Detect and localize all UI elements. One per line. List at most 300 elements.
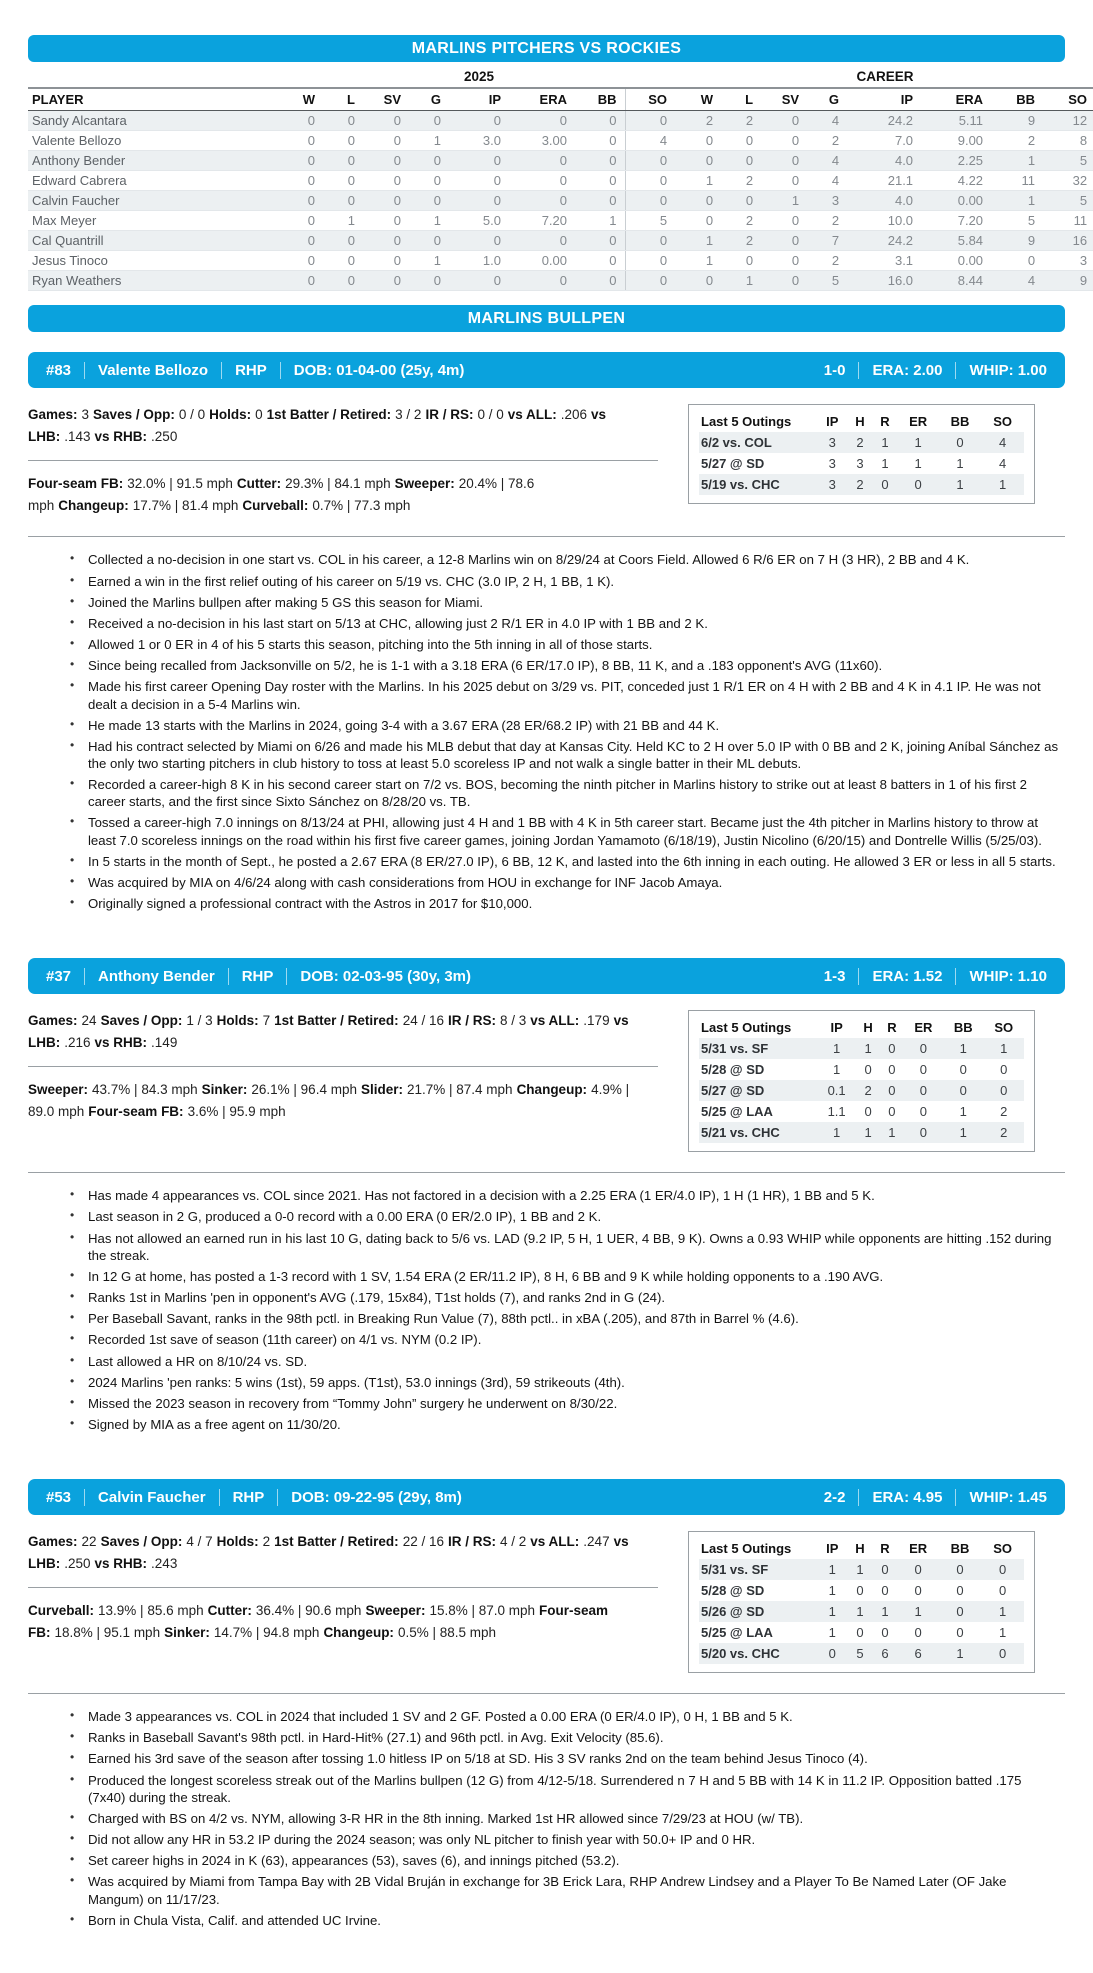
stat-column-header: IP [449, 88, 509, 111]
pitch-segment [28, 476, 233, 491]
summary-value: 24 / 16 [402, 1013, 444, 1029]
summary-segment [274, 1013, 444, 1028]
pitch-name: Sweeper: [28, 1081, 89, 1097]
outing-stat: 2 [1000, 1125, 1008, 1141]
summary-value: 1 / 3 [186, 1013, 213, 1029]
pitch-segment [28, 1603, 204, 1618]
pitch-name: Four-seam FB: [28, 475, 124, 491]
outings-column-header: SO [994, 1020, 1014, 1036]
pitcher-stat: 0 [761, 131, 807, 151]
note-item: • 2024 Marlins 'pen ranks: 5 wins (1st), 59 apps. (T1st), 53.0 innings (3rd), 59 strikeouts (4th). [62, 1374, 1059, 1391]
outing-stat: 0 [914, 477, 922, 492]
bullpen-banner: MARLINS BULLPEN [28, 305, 1065, 332]
outing-stat: 1 [864, 1041, 872, 1057]
pitcher-stat: 1 [409, 131, 449, 151]
pitchers-vs-rockies-table [28, 66, 1093, 291]
summary-segment [101, 1013, 213, 1028]
pitcher-stat: 32 [1043, 171, 1093, 191]
outings-column-header: H [855, 414, 865, 429]
pitch-name: Slider: [360, 1081, 403, 1097]
outing-stat: 3 [856, 456, 864, 471]
separator [858, 362, 859, 379]
outing-stat: 3 [828, 456, 836, 471]
pitcher-stat: 0 [509, 151, 575, 171]
pitcher-stat: 0 [575, 171, 625, 191]
pitcher-stat: 5 [625, 211, 675, 231]
outing-stat: 1 [828, 1625, 836, 1641]
summary-segment [95, 1035, 178, 1050]
divider [28, 1587, 658, 1588]
outing-stat: 0 [864, 1104, 872, 1120]
pitcher-row [28, 251, 1093, 271]
pitcher-stat: 0 [449, 151, 509, 171]
player-identity [46, 968, 471, 985]
outing-stat: 0 [919, 1104, 927, 1120]
summary-segment [28, 1013, 97, 1028]
player-notes-list [28, 1187, 1065, 1433]
pitcher-stat: 0 [409, 191, 449, 211]
pitch-name: Sinker: [201, 1081, 248, 1097]
pitcher-stat: 2 [807, 251, 847, 271]
pitcher-stat: 0 [283, 211, 323, 231]
pitch-name: Changeup: [516, 1081, 588, 1097]
pitcher-stat: 0 [323, 251, 363, 271]
player-record: 1-0 [823, 361, 846, 379]
pitch-segment [28, 1082, 198, 1097]
player-header-bar [28, 958, 1065, 994]
outing-opponent: 5/27 @ SD [701, 1083, 765, 1099]
summary-segment [448, 1013, 526, 1028]
pitch-name: Changeup: [323, 1624, 394, 1640]
separator [858, 968, 859, 985]
pitcher-stat: 0 [283, 271, 323, 291]
note-item: • Earned a win in the first relief outing of his career on 5/19 vs. CHC (3.0 IP, 2 H, 1 BB, 1 K). [62, 573, 1059, 590]
outing-stat: 0 [956, 1562, 964, 1578]
outing-stat: 1 [1000, 1041, 1008, 1057]
pitch-name: Cutter: [236, 475, 282, 491]
player-stats-column [28, 1010, 688, 1152]
outings-column-header: R [880, 414, 890, 429]
pitcher-stat: 0 [761, 171, 807, 191]
outing-stat: 3 [828, 435, 836, 450]
pitcher-stat: 7.20 [509, 211, 575, 231]
pitcher-stat: 1 [323, 211, 363, 231]
player-number: #37 [46, 967, 72, 985]
outing-row [699, 1601, 1024, 1622]
outing-stat: 1 [881, 456, 889, 471]
outing-stat: 1 [959, 1041, 967, 1057]
pitcher-stat: 1 [575, 211, 625, 231]
separator [280, 362, 281, 379]
summary-segment [95, 1556, 178, 1571]
summary-label: 1st Batter / Retired: [266, 407, 392, 422]
pitcher-stat: 12 [1043, 111, 1093, 131]
summary-value: 0 [255, 407, 263, 422]
note-item: • Ranks 1st in Marlins 'pen in opponent's AVG (.179, 15x84), T1st holds (7), and ranks 2nd in G (24). [62, 1289, 1059, 1306]
outing-row [699, 1080, 1024, 1101]
note-item: • Had his contract selected by Miami on 6/26 and made his MLB debut that day at Kansas City. Held KC to 2 H over 5.0 IP with 0 BB and 2 K, joining Aníbal Sánchez as the only two starting pitchers in club history to toss at least 5.0 scoreless IP and not walk a single batter in their ML debuts. [62, 738, 1059, 772]
player-body [28, 1531, 1065, 1673]
stat-column-header: SO [625, 88, 675, 111]
pitcher-stat: 0 [625, 111, 675, 131]
player-season-line [824, 968, 1047, 985]
pitcher-stat: 0 [991, 251, 1043, 271]
pitch-usage: 43.7% | 84.3 mph [92, 1081, 198, 1097]
pitcher-stat: 5.84 [921, 231, 991, 251]
pitcher-stat: 8 [1043, 131, 1093, 151]
divider [28, 1172, 1065, 1173]
pitcher-stat: 0 [283, 151, 323, 171]
outing-stat: 1 [881, 435, 889, 450]
pitcher-stat: 0 [575, 271, 625, 291]
outing-stat: 0 [919, 1041, 927, 1057]
summary-label: vs LHB: [28, 407, 607, 444]
divider [28, 1693, 1065, 1694]
pitcher-stat: 0.00 [921, 191, 991, 211]
summary-label: vs ALL: [530, 1534, 580, 1550]
pitcher-stat: 0 [761, 251, 807, 271]
separator [221, 362, 222, 379]
pitcher-stat: 0 [449, 191, 509, 211]
outing-stat: 0 [881, 1625, 889, 1641]
summary-segment [95, 429, 178, 444]
pitch-segment [58, 498, 238, 513]
note-item: • Collected a no-decision in one start vs. COL in his career, a 12-8 Marlins win on 8/29/24 at Coors Field. Allowed 6 R/6 ER on 7 H (3 HR), 2 BB and 4 K. [62, 551, 1059, 568]
note-item: • Missed the 2023 season in recovery from “Tommy John” surgery he underwent on 8/30/22. [62, 1395, 1059, 1412]
pitcher-stat: 1 [721, 271, 761, 291]
outing-stat: 0 [914, 1625, 922, 1641]
outings-column-header: ER [909, 414, 928, 429]
pitcher-stat: 0 [363, 251, 409, 271]
pitcher-stat: 9 [991, 231, 1043, 251]
pitcher-stat: 0 [283, 231, 323, 251]
player-name: Anthony Bender [98, 967, 215, 985]
outings-body [699, 1559, 1024, 1664]
summary-label: IR / RS: [425, 407, 474, 422]
pitch-name: Sweeper: [394, 475, 455, 491]
summary-label: Holds: [216, 1013, 259, 1029]
outing-stat: 0 [864, 1062, 872, 1078]
summary-value: .206 [560, 407, 588, 422]
pitcher-stat: 1 [761, 191, 807, 211]
separator [955, 1489, 956, 1506]
pitcher-stat: 0.00 [509, 251, 575, 271]
pitcher-name: Valente Bellozo [28, 131, 283, 151]
player-summary-line [28, 1531, 658, 1575]
summary-segment [28, 407, 89, 422]
last-outings-box [688, 404, 1035, 504]
summary-segment [267, 407, 422, 422]
pitch-usage: 0.7% | 77.3 mph [312, 497, 411, 513]
pitcher-stat: 1.0 [449, 251, 509, 271]
summary-value: .143 [64, 428, 91, 444]
outings-column-header: H [863, 1020, 873, 1036]
pitcher-stat: 2 [991, 131, 1043, 151]
outings-header-row [699, 1017, 1024, 1038]
outing-stat: 0 [919, 1062, 927, 1078]
summary-value: 0 / 0 [477, 407, 504, 422]
outing-opponent: 6/2 vs. COL [701, 435, 772, 450]
outing-stat: 0 [888, 1041, 896, 1057]
last-outings-box [688, 1010, 1035, 1152]
group-header-2025: 2025 [464, 69, 495, 84]
pitcher-stat: 0 [625, 231, 675, 251]
outing-stat: 4 [999, 435, 1007, 450]
pitcher-stat: 0 [575, 151, 625, 171]
pitcher-stat: 7.0 [847, 131, 921, 151]
outings-column-header: IP [826, 1541, 839, 1557]
pitcher-row [28, 191, 1093, 211]
outings-column-header: R [887, 1020, 897, 1036]
pitcher-stat: 0 [323, 131, 363, 151]
pitch-usage: 13.9% | 85.6 mph [98, 1602, 204, 1618]
summary-label: IR / RS: [447, 1534, 496, 1550]
pitcher-name: Calvin Faucher [28, 191, 283, 211]
pitcher-row [28, 151, 1093, 171]
separator [219, 1489, 220, 1506]
note-item: • Tossed a career-high 7.0 innings on 8/13/24 at PHI, allowing just 4 H and 1 BB with 4 K in 5th career start. Became just the 4th pitcher in Marlins history to throw at least 7.0 scoreless innings on the road within his first five career games, joining Jordan Yamamoto (6/18/19), Justin Nicolino (6/20/15) and Dontrelle Willis (5/25/03). [62, 814, 1059, 848]
outing-stat: 1 [828, 1583, 836, 1599]
outing-row [699, 453, 1024, 474]
summary-label: vs RHB: [94, 1555, 148, 1571]
player-season-line [824, 1489, 1047, 1506]
summary-label: vs ALL: [530, 1013, 580, 1029]
pitcher-row [28, 271, 1093, 291]
player-sections [28, 352, 1065, 1929]
outing-row [699, 474, 1024, 495]
outing-stat: 1 [999, 1625, 1007, 1641]
outing-stat: 1 [832, 1041, 841, 1057]
outing-stat: 1 [864, 1125, 872, 1141]
outing-stat: 0 [956, 1604, 964, 1620]
outings-header-row [699, 1538, 1024, 1559]
pitcher-stat: 0 [409, 271, 449, 291]
summary-segment [93, 407, 205, 422]
pitcher-stat: 2 [721, 231, 761, 251]
summary-value: 0 / 0 [178, 407, 206, 422]
pitch-mix-line [28, 473, 658, 517]
pitcher-stat: 4.22 [921, 171, 991, 191]
pitch-segment [208, 1603, 362, 1618]
pitcher-stat: 0 [283, 191, 323, 211]
pitcher-stat: 0 [675, 271, 721, 291]
stat-column-header: SO [1043, 88, 1093, 111]
pitcher-stat: 0 [625, 151, 675, 171]
summary-label: 1st Batter / Retired: [274, 1534, 399, 1550]
pitcher-stat: 2 [807, 131, 847, 151]
outing-stat: 2 [856, 477, 864, 492]
outing-stat: 0 [914, 1583, 922, 1599]
player-hand: RHP [241, 967, 274, 985]
separator [228, 968, 229, 985]
pitcher-stat: 9 [991, 111, 1043, 131]
outing-row [699, 1038, 1024, 1059]
pitchers-table-body [28, 111, 1093, 291]
player-number: #53 [46, 1488, 72, 1506]
outing-stat: 1 [881, 1604, 889, 1620]
pitch-usage: 36.4% | 90.6 mph [255, 1602, 362, 1618]
pitcher-stat: 3 [807, 191, 847, 211]
summary-label: vs ALL: [507, 407, 557, 422]
pitch-usage: 4.9% | 89.0 mph [28, 1081, 630, 1119]
season-group-header-row [28, 66, 1093, 88]
outing-row [699, 1101, 1024, 1122]
stat-column-header: G [807, 88, 847, 111]
pitcher-stat: 0 [761, 271, 807, 291]
outing-opponent: 5/25 @ LAA [701, 1625, 773, 1641]
summary-segment [209, 407, 263, 422]
outing-stat: 1 [828, 1604, 836, 1620]
summary-value: .247 [583, 1534, 610, 1550]
separator [277, 1489, 278, 1506]
player-hand: RHP [235, 361, 267, 379]
outing-stat: 5 [856, 1646, 864, 1662]
summary-value: .149 [151, 1035, 178, 1051]
pitcher-name: Ryan Weathers [28, 271, 283, 291]
pitcher-row [28, 111, 1093, 131]
pitch-name: Curveball: [28, 1602, 95, 1618]
pitcher-stat: 0 [363, 151, 409, 171]
outing-stat: 2 [856, 435, 864, 450]
player-stats-column [28, 404, 688, 516]
summary-value: 4 / 2 [500, 1534, 527, 1550]
player-era: ERA: 2.00 [872, 361, 943, 379]
pitcher-stat: 0 [363, 271, 409, 291]
outing-stat: 0 [956, 1583, 964, 1599]
pitcher-stat: 0 [675, 191, 721, 211]
pitch-mix-line [28, 1600, 658, 1644]
title-banner: MARLINS PITCHERS VS ROCKIES [28, 35, 1065, 62]
pitcher-stat: 1 [991, 191, 1043, 211]
summary-value: .250 [64, 1555, 91, 1571]
player-whip: WHIP: 1.00 [969, 361, 1047, 379]
separator [858, 1489, 859, 1506]
stat-column-header: ERA [509, 88, 575, 111]
pitcher-stat: 1 [675, 231, 721, 251]
outings-column-header: IP [826, 414, 839, 429]
note-item: • Charged with BS on 4/2 vs. NYM, allowing 3-R HR in the 8th inning. Marked 1st HR allowed since 7/29/23 at HOU (w/ TB). [62, 1810, 1059, 1827]
pitcher-stat: 3.0 [449, 131, 509, 151]
pitch-usage: 20.4% | 78.6 mph [28, 475, 535, 513]
outing-row [699, 1122, 1024, 1143]
player-section [28, 958, 1065, 1433]
note-item: • Recorded a career-high 8 K in his second career start on 7/2 vs. BOS, becoming the ninth pitcher in Marlins history to strike out at least 8 batters in 1 of his first 2 career starts, and the first since Sixto Sánchez on 8/28/20 vs. TB. [62, 776, 1059, 810]
note-item: • Has not allowed an earned run in his last 10 G, dating back to 5/6 vs. LAD (9.2 IP, 5 H, 1 UER, 4 BB, 9 K). Owns a 0.93 WHIP while opponents are hitting .152 during the streak. [62, 1230, 1059, 1264]
pitcher-stat: 0 [509, 111, 575, 131]
summary-value: .250 [151, 428, 178, 444]
pitcher-stat: 5 [1043, 151, 1093, 171]
pitcher-stat: 8.44 [921, 271, 991, 291]
note-item: • Allowed 1 or 0 ER in 4 of his 5 starts this season, pitching into the 5th inning in all of those starts. [62, 636, 1059, 653]
pitcher-row [28, 211, 1093, 231]
summary-segment [425, 407, 503, 422]
player-name: Calvin Faucher [98, 1488, 206, 1506]
note-item: • Ranks in Baseball Savant's 98th pctl. in Hard-Hit% (27.1) and 96th pctl. in Avg. Exit Velocity (85.6). [62, 1729, 1059, 1746]
pitch-name: Four-seam FB: [28, 1602, 609, 1640]
summary-label: IR / RS: [447, 1013, 496, 1029]
outing-row [699, 432, 1024, 453]
empty-cell [28, 66, 283, 88]
summary-label: Saves / Opp: [93, 407, 175, 422]
pitcher-row [28, 231, 1093, 251]
pitcher-stat: 3.1 [847, 251, 921, 271]
outing-stat: 3 [828, 477, 836, 492]
pitcher-stat: 0 [675, 151, 721, 171]
divider [28, 536, 1065, 537]
player-notes-list [28, 1708, 1065, 1929]
pitcher-row [28, 131, 1093, 151]
last-outings-box [688, 1531, 1035, 1673]
pitcher-stat: 4.0 [847, 191, 921, 211]
pitcher-stat: 0 [761, 111, 807, 131]
pitcher-name: Jesus Tinoco [28, 251, 283, 271]
pitch-segment [323, 1625, 496, 1640]
note-item: • Has made 4 appearances vs. COL since 2021. Has not factored in a decision with a 2.25 ERA (1 ER/4.0 IP), 1 H (1 HR), 1 BB and 5 K. [62, 1187, 1059, 1204]
note-item: • Last season in 2 G, produced a 0-0 record with a 0.00 ERA (0 ER/2.0 IP), 1 BB and 2 K. [62, 1208, 1059, 1225]
pitcher-stat: 21.1 [847, 171, 921, 191]
pitcher-stat: 5.11 [921, 111, 991, 131]
outing-stat: 6 [881, 1646, 889, 1662]
pitch-usage: 29.3% | 84.1 mph [285, 475, 391, 491]
summary-value: 4 / 7 [186, 1534, 213, 1550]
outing-stat: 1 [828, 1562, 836, 1578]
outing-stat: 1 [914, 456, 922, 471]
outing-opponent: 5/21 vs. CHC [701, 1125, 780, 1141]
pitcher-stat: 0 [761, 231, 807, 251]
summary-value: 7 [262, 1013, 271, 1029]
player-body [28, 1010, 1065, 1152]
player-name: Valente Bellozo [98, 361, 209, 379]
pitcher-stat: 0 [449, 171, 509, 191]
outings-title: Last 5 Outings [701, 414, 792, 429]
pitcher-stat: 0 [575, 111, 625, 131]
pitcher-name: Max Meyer [28, 211, 283, 231]
summary-label: Games: [28, 1013, 78, 1029]
player-hand: RHP [232, 1488, 265, 1506]
pitcher-stat: 0 [625, 191, 675, 211]
player-era: ERA: 1.52 [872, 967, 943, 985]
pitcher-stat: 0 [575, 191, 625, 211]
pitcher-stat: 0 [625, 271, 675, 291]
outings-column-header: BB [950, 414, 970, 429]
outing-stat: 1 [956, 456, 964, 471]
outings-column-header: IP [830, 1020, 843, 1036]
outing-stat: 1 [856, 1562, 864, 1578]
outing-row [699, 1643, 1024, 1664]
pitcher-stat: 5 [807, 271, 847, 291]
pitcher-stat: 11 [1043, 211, 1093, 231]
outing-stat: 0 [999, 1562, 1007, 1578]
pitcher-stat: 1 [675, 251, 721, 271]
pitcher-stat: 0 [575, 131, 625, 151]
pitcher-stat: 4 [991, 271, 1043, 291]
note-item: • Set career highs in 2024 in K (63), appearances (53), saves (6), and innings pitched (53.2). [62, 1852, 1059, 1869]
separator [955, 362, 956, 379]
outing-stat: 0 [959, 1062, 967, 1078]
outing-stat: 0 [881, 477, 889, 492]
stat-column-header: ERA [921, 88, 991, 111]
pitch-segment [164, 1625, 319, 1640]
outings-body [699, 1038, 1024, 1143]
player-summary-line [28, 404, 658, 448]
pitcher-stat: 0 [363, 131, 409, 151]
player-notes-list [28, 551, 1065, 912]
pitcher-stat: 5 [991, 211, 1043, 231]
outings-column-header: BB [950, 1541, 970, 1557]
pitcher-stat: 0 [625, 171, 675, 191]
pitcher-stat: 0 [721, 191, 761, 211]
group-header-career: CAREER [856, 69, 914, 84]
